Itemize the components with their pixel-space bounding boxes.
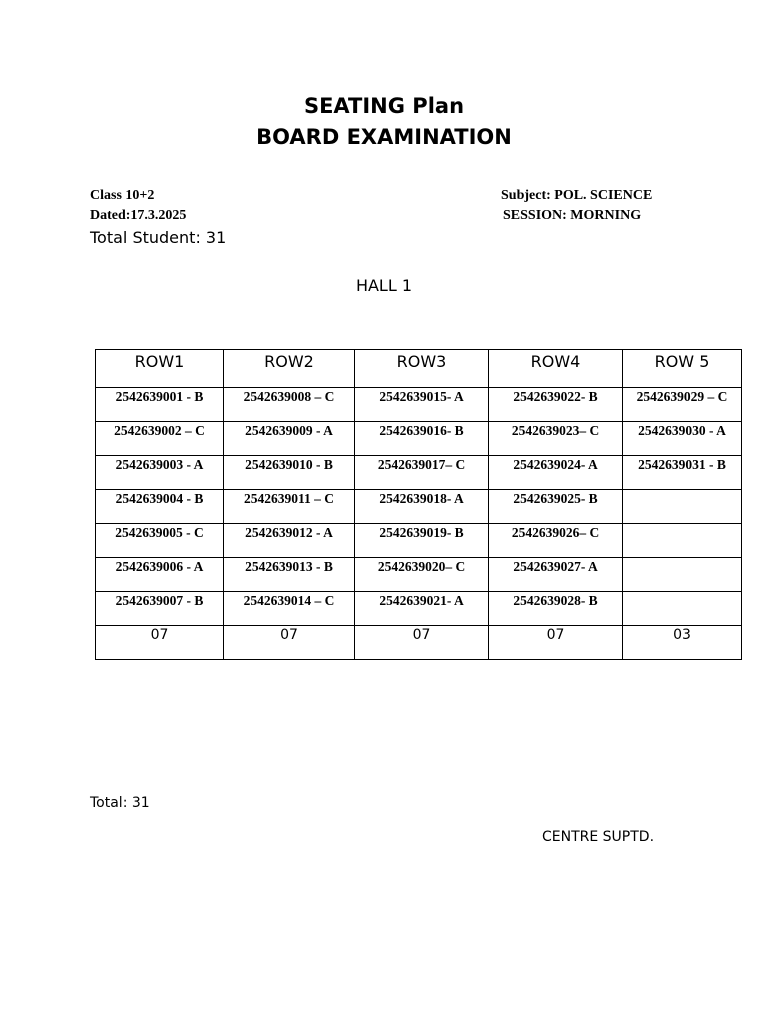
seat-cell: 2542639030 - A	[623, 422, 742, 456]
seat-cell	[623, 490, 742, 524]
seat-cell: 2542639029 – C	[623, 388, 742, 422]
row-count-cell: 07	[96, 626, 224, 660]
seat-cell: 2542639010 - B	[224, 456, 355, 490]
total-students: Total Student: 31	[90, 228, 227, 247]
table-row	[96, 558, 742, 592]
seat-cell: 2542639027- A	[489, 558, 623, 592]
table-row	[96, 524, 742, 558]
hall-title: HALL 1	[355, 276, 413, 295]
seat-cell: 2542639012 - A	[224, 524, 355, 558]
seat-cell: 2542639007 - B	[96, 592, 224, 626]
seat-cell: 2542639022- B	[489, 388, 623, 422]
seat-cell: 2542639008 – C	[224, 388, 355, 422]
seating-table	[95, 349, 742, 660]
seat-cell: 2542639006 - A	[96, 558, 224, 592]
column-header: ROW1	[96, 350, 224, 388]
title-seating-plan: SEATING Plan	[303, 94, 465, 118]
column-header: ROW3	[355, 350, 489, 388]
seat-cell: 2542639009 - A	[224, 422, 355, 456]
seat-cell: 2542639021- A	[355, 592, 489, 626]
seat-cell: 2542639020– C	[355, 558, 489, 592]
seat-cell: 2542639019- B	[355, 524, 489, 558]
row-count-cell: 03	[623, 626, 742, 660]
seat-cell: 2542639004 - B	[96, 490, 224, 524]
seat-cell: 2542639003 - A	[96, 456, 224, 490]
row-count-cell: 07	[355, 626, 489, 660]
table-row	[96, 388, 742, 422]
subject-label: Subject: POL. SCIENCE	[501, 188, 653, 203]
seat-cell: 2542639015- A	[355, 388, 489, 422]
seat-cell: 2542639017– C	[355, 456, 489, 490]
column-header: ROW4	[489, 350, 623, 388]
column-header: ROW 5	[623, 350, 742, 388]
table-header-row	[96, 350, 742, 388]
seat-cell: 2542639013 - B	[224, 558, 355, 592]
class-label: Class 10+2	[90, 188, 155, 203]
table-row	[96, 490, 742, 524]
seat-cell: 2542639028- B	[489, 592, 623, 626]
table-row	[96, 456, 742, 490]
date-label: Dated:17.3.2025	[90, 208, 187, 223]
table-row	[96, 422, 742, 456]
column-header: ROW2	[224, 350, 355, 388]
seat-cell: 2542639031 - B	[623, 456, 742, 490]
title-board-examination: BOARD EXAMINATION	[256, 125, 512, 149]
seat-cell: 2542639014 – C	[224, 592, 355, 626]
seat-cell: 2542639002 – C	[96, 422, 224, 456]
session-label: SESSION: MORNING	[503, 208, 642, 223]
row-count-cell: 07	[224, 626, 355, 660]
seat-cell: 2542639018- A	[355, 490, 489, 524]
seat-cell	[623, 558, 742, 592]
table-row	[96, 592, 742, 626]
row-count-cell: 07	[489, 626, 623, 660]
seat-cell: 2542639026– C	[489, 524, 623, 558]
seat-cell	[623, 524, 742, 558]
seat-cell: 2542639016- B	[355, 422, 489, 456]
seat-cell: 2542639024- A	[489, 456, 623, 490]
seat-cell	[623, 592, 742, 626]
seat-cell: 2542639005 - C	[96, 524, 224, 558]
centre-superintendent-label: CENTRE SUPTD.	[542, 829, 655, 845]
seat-cell: 2542639001 - B	[96, 388, 224, 422]
seat-cell: 2542639025- B	[489, 490, 623, 524]
seat-cell: 2542639011 – C	[224, 490, 355, 524]
count-row	[96, 626, 742, 660]
seat-cell: 2542639023– C	[489, 422, 623, 456]
total-summary: Total: 31	[90, 795, 150, 811]
